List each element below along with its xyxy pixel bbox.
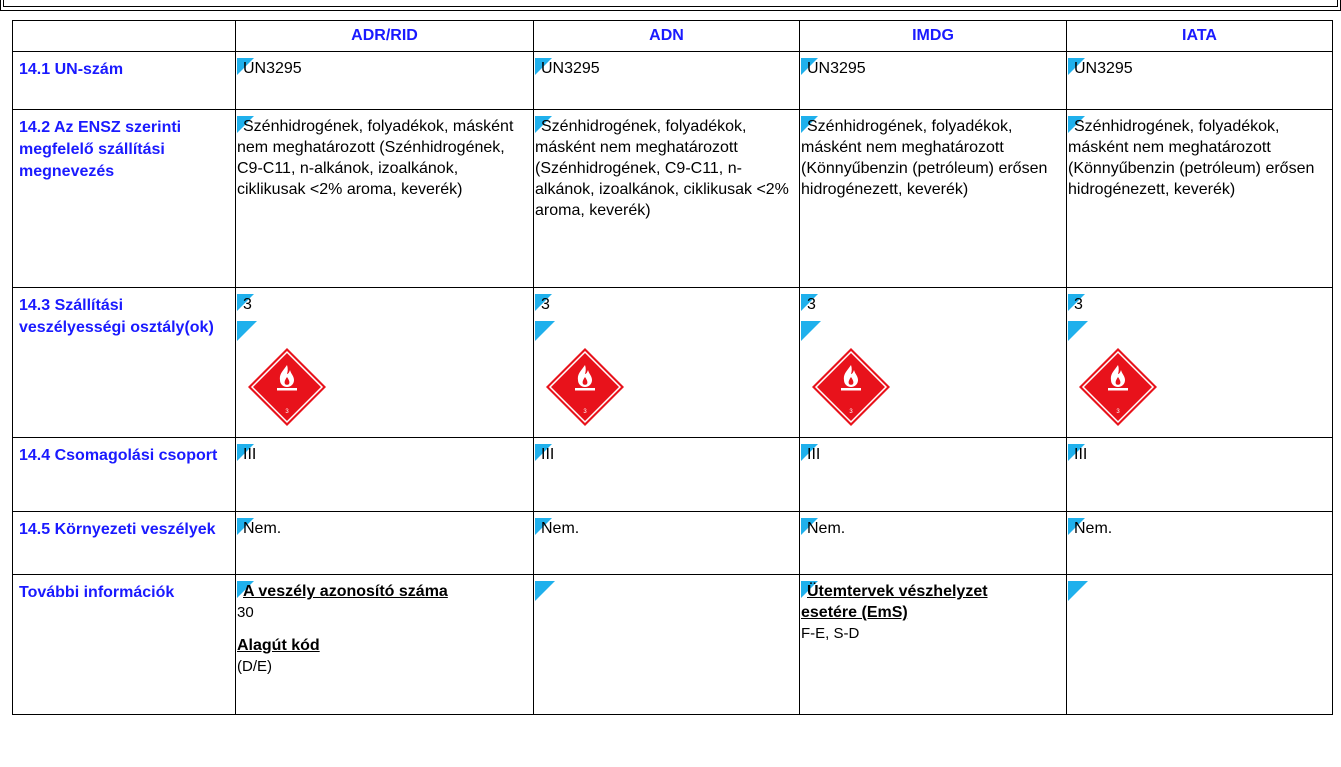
cell-class-adn: 3 3 [534,288,800,438]
flammable-liquid-icon [811,347,1064,433]
cell-additional-adn [534,575,800,715]
cell-pg-iata: III [1067,438,1333,512]
row-proper-name [13,110,1333,288]
cell-un-imdg: UN3295 [800,52,1067,110]
cell-un-adn: UN3295 [534,52,800,110]
row-label: 14.4 Csomagolási csoport [13,438,236,512]
cell-name-imdg: Szénhidrogének, folyadékok, másként nem meghatározott (Könnyűbenzin (petróleum) erősen hidrogénezett, keverék) [800,110,1067,288]
cell-env-imdg: Nem. [800,512,1067,575]
svg-text:3: 3 [849,409,853,415]
marker-icon [801,321,821,341]
cell-env-iata: Nem. [1067,512,1333,575]
transport-info-table [12,20,1333,715]
marker-icon [1068,321,1088,341]
row-hazard-class [13,288,1333,438]
flammable-liquid-icon [247,347,531,433]
cell-additional-imdg [800,575,1067,715]
corner-cell [13,21,236,52]
header-row [13,21,1333,52]
cell-pg-adr: III [236,438,534,512]
row-label: 14.5 Környezeti veszélyek [13,512,236,575]
marker-icon [237,321,257,341]
cell-env-adn: Nem. [534,512,800,575]
row-label: 14.3 Szállítási veszélyességi osztály(ok) [13,288,236,438]
row-packing-group [13,438,1333,512]
flammable-liquid-icon [1078,347,1330,433]
ems-value: F-E, S-D [801,625,860,642]
cell-additional-adr [236,575,534,715]
cell-name-adr: Szénhidrogének, folyadékok, másként nem meghatározott (Szénhidrogének, C9-C11, n-alkánok, izoalkánok, ciklikusak <2% aroma, keverék) [236,110,534,288]
ems-heading: Ütemtervek vészhelyzet esetére (EmS) [801,583,988,621]
col-header-iata: IATA [1067,21,1333,52]
marker-icon [1068,581,1088,601]
row-un-number [13,52,1333,110]
row-label: 14.1 UN-szám [13,52,236,110]
hazard-id-heading: A veszély azonosító száma [243,583,448,600]
top-frame [0,0,1341,11]
cell-class-iata: 3 3 [1067,288,1333,438]
hazard-id-value: 30 [237,604,254,621]
svg-text:3: 3 [1116,409,1120,415]
cell-name-iata: Szénhidrogének, folyadékok, másként nem meghatározott (Könnyűbenzin (petróleum) erősen hidrogénezett, keverék) [1067,110,1333,288]
svg-text:3: 3 [583,409,587,415]
cell-pg-imdg: III [800,438,1067,512]
cell-pg-adn: III [534,438,800,512]
row-env-hazard [13,512,1333,575]
row-label: 14.2 Az ENSZ szerinti megfelelő szállítási megnevezés [13,110,236,288]
marker-icon [535,321,555,341]
col-header-adr-rid: ADR/RID [236,21,534,52]
tunnel-code-heading: Alagút kód [237,637,320,654]
cell-class-adr: 3 3 [236,288,534,438]
col-header-adn: ADN [534,21,800,52]
cell-un-adr: UN3295 [236,52,534,110]
cell-un-iata: UN3295 [1067,52,1333,110]
tunnel-code-value: (D/E) [237,658,272,675]
cell-class-imdg: 3 3 [800,288,1067,438]
top-frame-inner [3,0,1338,7]
flammable-liquid-icon [545,347,797,433]
row-label: További információk [13,575,236,715]
svg-text:3: 3 [285,409,289,415]
cell-name-adn: Szénhidrogének, folyadékok, másként nem meghatározott (Szénhidrogének, C9-C11, n-alkánok, izoalkánok, ciklikusak <2% aroma, keverék) [534,110,800,288]
cell-additional-iata [1067,575,1333,715]
marker-icon [535,581,555,601]
row-additional-info [13,575,1333,715]
cell-env-adr: Nem. [236,512,534,575]
col-header-imdg: IMDG [800,21,1067,52]
